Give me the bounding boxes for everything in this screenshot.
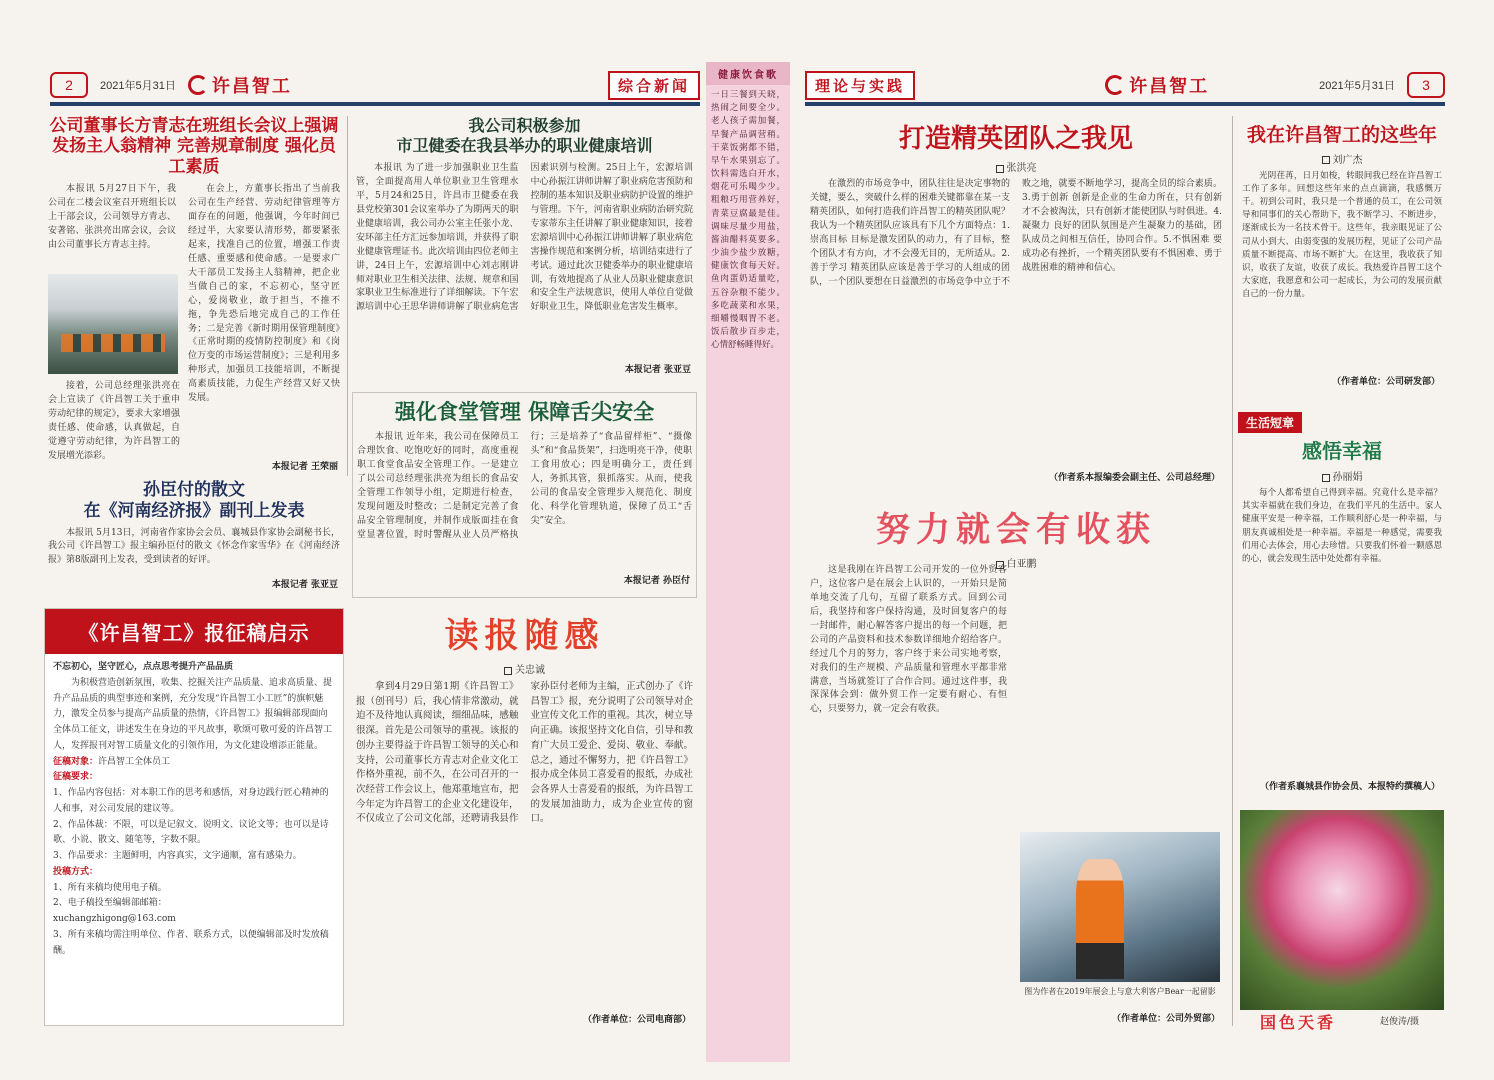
article-signature: 本报记者 张亚豆 bbox=[271, 579, 338, 590]
article-title: 公司董事长方青志在班组长会议上强调 bbox=[49, 116, 339, 136]
header-rule bbox=[805, 102, 1445, 106]
notice-label: 征稿对象： bbox=[53, 756, 99, 767]
article-title: 孙臣付的散文 bbox=[143, 480, 245, 500]
author-name: 白亚鹏 bbox=[1006, 559, 1037, 570]
notice-method: 3、所有来稿均需注明单位、作者、联系方式，以便编辑部及时发放稿酬。 bbox=[53, 929, 329, 956]
page-number: 3 bbox=[1407, 72, 1445, 98]
photo-caption: 图为作者在2019年展会上与意大利客户Bear一起留影 bbox=[1024, 987, 1216, 996]
article-body: 拿到4月29日第1期《许昌智工》报（创刊号）后，我心情非常激动，就迫不及待地认真阅读，细细品味，感触很深。首先是公司领导的重视。该报的创办主要得益于许昌智工领导的关心和支持，公司董事长方青志对企业文化工作格外重视，前不久，在公司召开的一次经营工作会议上，他郑重地宣布，把今年定为许昌智工的企业文化建设年，不仅成立了公司文化部，还聘请我县作家孙臣付老师为主编，正式创办了《许昌智工》报，充分说明了公司领导对企业宣传文化工作的重视。其次，树立导向正确。该报坚持文化自信，引导和教育广大员工爱企、爱岗、敬业、奉献。总之，通过不懈努力，把《许昌智工》报办成全体员工喜爱看的报纸，办成社会各界人士喜爱看的报纸，为许昌智工的发展加油助力，成为企业宣传的窗口。 bbox=[356, 681, 693, 825]
article-canteen-management bbox=[352, 392, 697, 598]
column-title: 健康饮食歌 bbox=[706, 62, 790, 85]
article-signature: 本报记者 王荣丽 bbox=[271, 462, 338, 472]
article-byline bbox=[1238, 468, 1446, 483]
notice-title: 《许昌智工》报征稿启示 bbox=[45, 609, 343, 654]
notice-requirement: 2、作品体裁：不限，可以是记叙文、说明文、议论文等；也可以是诗歌、小说、散文、随笔等，字数不限。 bbox=[53, 819, 329, 846]
notice-method: 1、所有来稿均使用电子稿。 bbox=[53, 882, 167, 893]
article-title: 市卫健委在我县举办的职业健康培训 bbox=[396, 136, 653, 155]
peony-photo bbox=[1240, 810, 1444, 1010]
column-body: 一日三餐到天晓，热闹之间要全少。老人孩子需加餐，早餐产品调营稍。干菜饭粥都不错，早午水果别忘了。饮料需选白开水，烟花可乐喝少少。粗粮巧用营养好，青菜豆腐最是佳。调味尽量少用盐，酱油醋料莫要多。少油少盐少放糖，健康饮食每天好。鱼肉蛋奶适量吃，五谷杂粮不能少。多吃蔬菜和水果，细嚼慢咽胃不老。饭后散步百步走，心情舒畅睡得好。 bbox=[711, 90, 785, 351]
masthead-brand bbox=[1105, 72, 1209, 98]
article-health-training bbox=[352, 116, 697, 388]
brand-logo-icon bbox=[188, 75, 208, 95]
author-name: 张洪亮 bbox=[1006, 163, 1037, 175]
section-tag: 理论与实践 bbox=[805, 71, 915, 100]
right-page-header bbox=[805, 66, 1445, 104]
article-body: 本报讯 5月13日，河南省作家协会会员、襄城县作家协会副秘书长，我公司《许昌智工》报主编孙臣付的散文《怀念作家雪华》在《河南经济报》第8版副刊上发表，受到读者的好评。 bbox=[48, 527, 340, 566]
notice-label: 投稿方式： bbox=[53, 866, 99, 877]
section-tag: 综合新闻 bbox=[608, 71, 700, 100]
article-body: 本报讯 5月27日下午，我公司在二楼会议室召开班组长以上干部会议，公司领导方青志、安著铭、张洪亮出席会议，会议由公司董事长方青志主持。 bbox=[48, 184, 176, 250]
article-signature: （作者单位：公司电商部） bbox=[582, 1015, 691, 1025]
author-name: 孙丽娟 bbox=[1332, 472, 1363, 483]
article-signature: 本报记者 张亚豆 bbox=[624, 365, 691, 375]
notice-text: 为积极营造创新氛围，收集、挖掘关注产品质量、追求高质量、提升产品品质的典型事迹和案例，充分发现“许昌智工小工匠”的旗帜魅力，激发全员参与提高产品质量的热情，《许昌智工》报编辑部现面向全体员工征文，讲述发生在身边的平凡故事，歌颂可敬可爱的许昌智工人，发挥报刊对智工质量文化的引领作用，为文化建设增添正能量。 bbox=[53, 677, 333, 751]
article-title: 强化食堂管理 保障舌尖安全 bbox=[394, 399, 655, 424]
health-diet-column bbox=[706, 62, 790, 1062]
article-byline bbox=[1238, 151, 1446, 166]
column-tag: 生活短章 bbox=[1238, 412, 1302, 433]
column-divider bbox=[1232, 116, 1233, 1026]
article-signature: （作者系襄城县作协会员、本报特约撰稿人） bbox=[1259, 782, 1440, 792]
article-byline bbox=[352, 661, 697, 676]
page-number: 2 bbox=[50, 72, 88, 98]
article-title: 我在许昌智工的这些年 bbox=[1246, 124, 1437, 146]
notice-text: 许昌智工全体员工 bbox=[98, 756, 171, 767]
notice-requirement: 3、作品要求：主题鲜明，内容真实，文字通顺，富有感染力。 bbox=[53, 851, 302, 861]
article-body: 在会上，方董事长指出了当前我公司在生产经营、劳动纪律管理等方面存在的问题，他强调，今年时间已经过半，大家要认清形势，都要紧张起来，找准自己的位置，增强工作责任感、重要感和使命感。一是要求广大干部员工发扬主人翁精神，把企业当做自己的家，不忘初心，坚守匠心，爱岗敬业，敢于担当，不推不拖，争先恐后地完成自己的工作任务；二是完善《新时期用保管理制度》《正常时期的疫情防控制度》和《岗位万变的市场运营制度》；三是利用多种形式，加强员工技能培训，不断提高素质技能，力促生产经营又好又快发展。 bbox=[188, 184, 340, 404]
article-body: 本报讯 为了进一步加强职业卫生监管，全面提高用人单位职业卫生管理水平，5月24和25日，许昌市卫健委在我县党校第301会议室举办了为期两天的职业健康培训，我公司办公室主任张小龙、安环部主任方汇远参加培训，并获得了职业健康管理证书。此次培训由四位老师主讲，24日上午，宏源培训中心刘志刚讲师对职业卫生相关法律、法规、规章和国家职业卫生标准进行了详细解读。下午宏源培训中心王思华讲师讲解了职业病危害因素识别与检测。25日上午，宏源培训中心孙振江讲师讲解了职业病危害预防和控制的基本知识及职业病防护设置的维护与管理。下午，河南省职业病防治研究院专家蒂东主任讲解了职业健康知识，接着宏源培训中心孙振江讲师讲解了职业病危害操作规范和案例分析，培训结束进行了考试。通过此次卫健委举办的职业健康培训，有效地提高了从业人员职业健康意识和安全生产法规意识，使用人单位自觉做好职业卫生，降低职业危害发生概率。 bbox=[356, 163, 693, 313]
article-title: 努力就会有收获 bbox=[876, 510, 1156, 550]
meeting-photo bbox=[48, 274, 178, 374]
article-elite-team bbox=[806, 116, 1226, 496]
issue-date: 2021年5月31日 bbox=[1319, 80, 1395, 92]
brand-name: 许昌智工 bbox=[1129, 76, 1210, 97]
article-title: 在《河南经济报》副刊上发表 bbox=[83, 501, 305, 522]
article-title: 打造精英团队之我见 bbox=[898, 124, 1133, 154]
article-my-years bbox=[1238, 116, 1446, 406]
article-body: 在激烈的市场竞争中，团队往往是决定事物的关键，要么，突破什么样的困难关键都靠在某一支精英团队，如何打造我们许昌智工的精英团队呢？我认为一个精英团队应该具有下几个方面特点：1.崇高目标 目标是激发团队的动力，有了目标，整个团队才有方向，才不会漫无目的，无所适从。2.善于学习 精英团队应该是善于学习的人组成的团队，一个团队要想在日益激烈的市场竞争中立于不败之地，就要不断地学习，提高全员的综合素质。3.勇于创新 创新是企业的生命力所在，只有创新才不会被淘汰，只有创新才能使团队与时俱进。4.凝聚力 良好的团队氛围是产生凝聚力的基础，团队成员之间相互信任，协同合作。5.不惧困难 要成功必有挫折，一个精英团队要有不惧困难、勇于战胜困难的精神和信心。 bbox=[810, 179, 1222, 287]
notice-body bbox=[45, 654, 343, 965]
left-page-header bbox=[50, 66, 700, 104]
article-title: 发扬主人翁精神 完善规章制度 强化员工素质 bbox=[52, 136, 336, 177]
article-happiness bbox=[1238, 412, 1446, 804]
author-name: 关忠诚 bbox=[515, 665, 545, 676]
article-reading-thoughts bbox=[352, 608, 697, 1026]
author-name: 刘广杰 bbox=[1332, 154, 1363, 166]
photo-art-caption: 国色天香 bbox=[1260, 1013, 1337, 1032]
issue-date: 2021年5月31日 bbox=[100, 80, 176, 92]
article-signature: （作者单位：公司研发部） bbox=[1331, 376, 1440, 387]
notice-email: xuchangzhigong@163.com bbox=[53, 914, 176, 924]
article-title: 我公司积极参加 bbox=[468, 116, 581, 135]
column-divider bbox=[347, 116, 348, 476]
brand-name: 许昌智工 bbox=[211, 76, 292, 97]
article-body: 每个人都希望自己得到幸福。究竟什么是幸福？其实幸福就在我们身边，在我们平凡的生活中。家人健康平安是一种幸福，工作顺利舒心是一种幸福，与朋友真诚相处是一种幸福。幸福是一种感觉，需要我们用心去体会，用心去珍惜。只要我们怀着一颗感恩的心，就会发现生活中处处都有幸福。 bbox=[1242, 488, 1442, 564]
article-signature: （作者系本报编委会副主任、公司总经理） bbox=[1048, 473, 1220, 484]
trade-show-photo bbox=[1020, 832, 1220, 982]
article-chairman-meeting bbox=[44, 116, 344, 476]
brand-logo-icon bbox=[1105, 75, 1125, 95]
notice-label: 征稿要求： bbox=[53, 772, 99, 783]
article-body: 这是我刚在许昌智工公司开发的一位外贸客户，这位客户是在展会上认识的，一开始只是简单地交流了几句，互留了联系方式。回到公司后，我坚持和客户保持沟通，及时回复客户的每一封邮件，耐心解答客户提出的每一个问题，把公司的产品资料和技术参数详细地介绍给客户。经过几个月的努力，客户终于来公司实地考察，对我们的生产规模、产品质量和管理水平都非常满意，当场就签订了合作合同。通过这件事，我深深体会到：做外贸工作一定要有耐心、有恒心，只要努力，就一定会有收获。 bbox=[810, 565, 1007, 715]
call-for-submissions bbox=[44, 608, 344, 1026]
article-signature: 本报记者 孙臣付 bbox=[623, 576, 690, 587]
masthead-brand bbox=[188, 72, 292, 98]
photo-credit: 赵俊涛/摄 bbox=[1380, 1017, 1420, 1027]
header-rule bbox=[50, 102, 700, 106]
notice-requirement: 1、作品内容包括：对本职工作的思考和感悟，对身边践行匠心精神的人和事，对公司发展的建议等。 bbox=[53, 788, 329, 814]
notice-intro: 不忘初心，坚守匠心，点点思考提升产品品质 bbox=[53, 662, 234, 672]
article-title: 感悟幸福 bbox=[1302, 439, 1382, 463]
article-byline bbox=[806, 159, 1226, 174]
article-body: 接着，公司总经理张洪亮在会上宣读了《许昌智工关于重申劳动纪律的规定》，要求大家增强责任感、使命感，认真做起，自觉遵守劳动纪律，为许昌智工的发展增光添彩。 bbox=[48, 381, 180, 460]
article-body: 光阴荏苒，日月如梭，转眼间我已经在许昌智工工作了多年。回想这些年来的点点滴滴，我感慨万千。初到公司时，我只是一个普通的员工，在公司领导和同事们的关心帮助下，我不断学习、不断进步，逐渐成长为一名技术骨干。这些年，我亲眼见证了公司从小到大、由弱变强的发展历程，见证了公司产品质量不断提高、市场不断扩大。在这里，我收获了知识，收获了友谊，收获了成长。我热爱许昌智工这个大家庭，我愿意和公司一起成长，为公司的发展贡献自己的一份力量。 bbox=[1242, 170, 1442, 300]
article-title: 读报随感 bbox=[444, 616, 605, 656]
article-signature: （作者单位：公司外贸部） bbox=[1111, 1014, 1220, 1024]
article-essay-published bbox=[44, 480, 344, 600]
article-body: 本报讯 近年来，我公司在保障员工合理饮食、吃饱吃好的同时，高度重视职工食堂食品安全管理工作。一是建立了以公司总经理张洪亮为组长的食品安全管理工作领导小组，定期进行检查，发现问题及时整改；二是制定完善了食品安全管理制度，并制作成版面挂在食堂显著位置，时时警醒从业人员严格执行；三是培养了“食品留样柜”、“摄像头”和“食品货架”，扫选明亮干净，使职工食用放心；四是明确分工，责任到人，务抓其管，狠抓落实。从而，使我公司的食品安全管理步入规范化、制度化、科学化管理轨道，保障了员工“舌尖”安全。 bbox=[357, 432, 692, 540]
notice-method: 2、电子稿投至编辑部邮箱： bbox=[53, 898, 167, 909]
article-effort-pays-off bbox=[806, 502, 1226, 1026]
